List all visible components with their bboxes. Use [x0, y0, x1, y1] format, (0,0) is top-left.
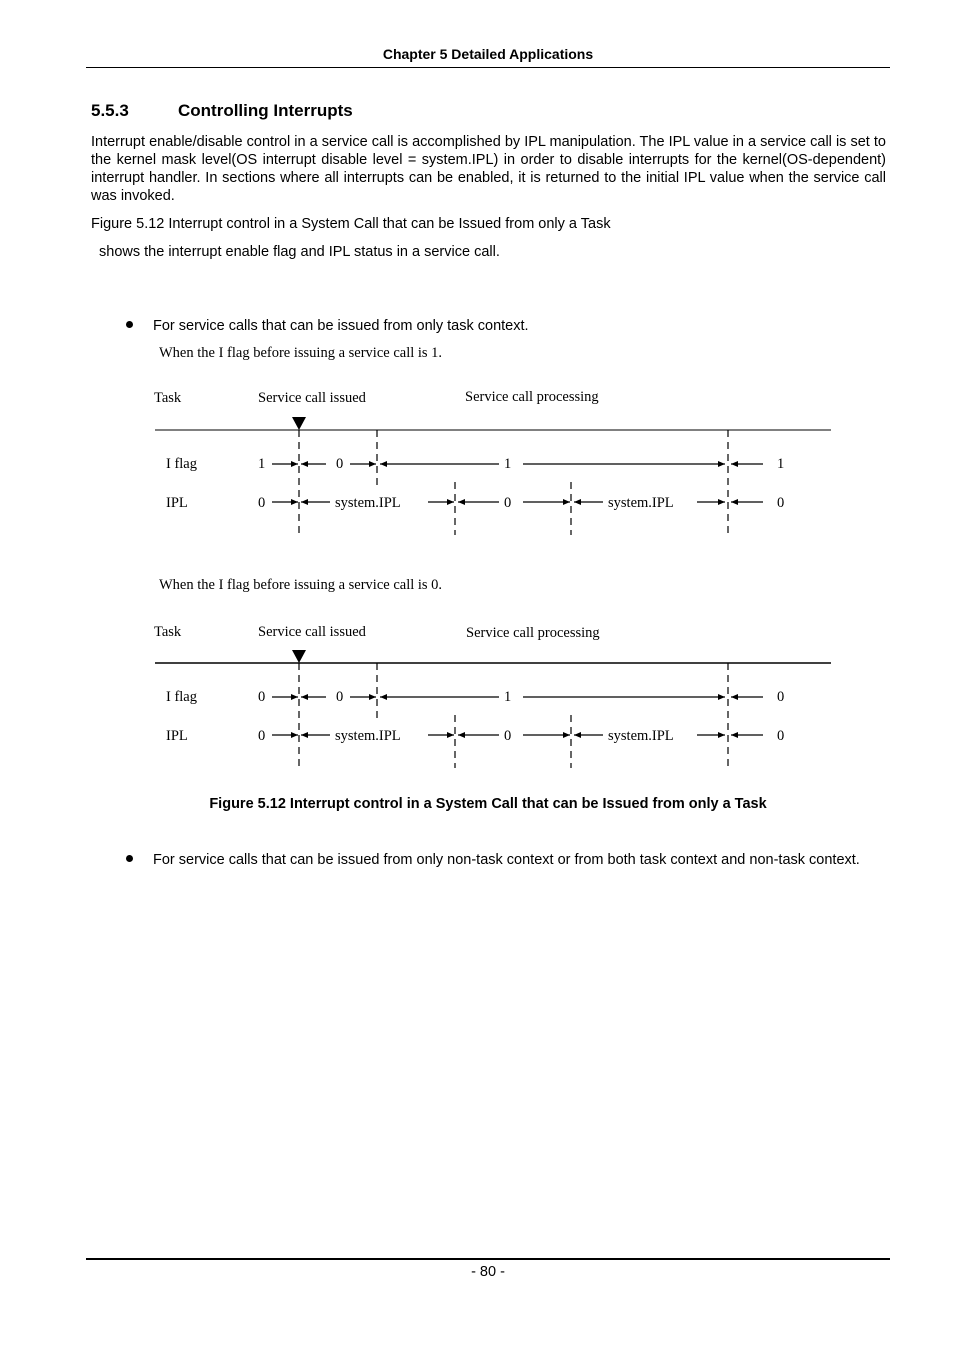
- ipl-value: 0: [777, 728, 785, 744]
- iflag-value: 1: [258, 456, 266, 472]
- task-label: Task: [154, 390, 182, 406]
- iflag-row-label: I flag: [166, 689, 197, 705]
- diagram-condition: When the I flag before issuing a service call is 0.: [159, 577, 443, 593]
- service-call-issued-label: Service call issued: [258, 390, 366, 406]
- iflag-value: 0: [777, 689, 785, 705]
- ipl-value: system.IPL: [335, 728, 401, 744]
- ipl-value: 0: [504, 728, 512, 744]
- ipl-row-label: IPL: [166, 495, 188, 511]
- ipl-value: 0: [258, 728, 266, 744]
- figure-reference-line1: Figure 5.12 Interrupt control in a System Call that can be Issued from only a Task: [91, 216, 611, 232]
- timing-diagram-iflag-1: [140, 340, 840, 540]
- bullet-item-task-context: For service calls that can be issued from only task context.: [153, 318, 529, 334]
- iflag-value: 0: [336, 456, 344, 472]
- diagram-condition: When the I flag before issuing a service call is 1.: [159, 345, 443, 361]
- figure-reference-line2: shows the interrupt enable flag and IPL status in a service call.: [99, 244, 500, 260]
- header-rule: [86, 67, 890, 68]
- service-call-issued-label: Service call issued: [258, 624, 366, 640]
- phase-dividers: [299, 663, 728, 768]
- bullet-icon: [126, 855, 133, 862]
- ipl-value: 0: [258, 495, 266, 511]
- page-header-title: Chapter 5 Detailed Applications: [382, 46, 594, 62]
- ipl-row-label: IPL: [166, 728, 188, 744]
- phase-dividers: [299, 430, 728, 535]
- iflag-value: 0: [336, 689, 344, 705]
- ipl-value: system.IPL: [335, 495, 401, 511]
- bullet-item-non-task-context: For service calls that can be issued from only non-task context or from both task context and non-task context.: [153, 852, 860, 868]
- iflag-value: 1: [777, 456, 785, 472]
- service-call-processing-label: Service call processing: [466, 625, 600, 641]
- iflag-value: 0: [258, 689, 266, 705]
- ipl-value: system.IPL: [608, 728, 674, 744]
- iflag-row-label: I flag: [166, 456, 197, 472]
- section-paragraph: Interrupt enable/disable control in a service call is accomplished by IPL manipulation. The IPL value in a service call is set to the kernel mask level(OS interrupt disable level = system.IPL) in order to disable interrupts for the kernel(OS-dependent) interrupt handler. In sections where all interrupts can be enabled, it is returned to the initial IPL value when the service call was invoked.: [91, 134, 886, 204]
- section-number: 5.5.3: [91, 101, 129, 120]
- task-label: Task: [154, 624, 182, 640]
- issue-marker-icon: [292, 650, 306, 663]
- service-call-processing-label: Service call processing: [465, 389, 599, 405]
- section-title: Controlling Interrupts: [178, 101, 353, 120]
- ipl-value: 0: [504, 495, 512, 511]
- issue-marker-icon: [292, 417, 306, 430]
- figure-caption: Figure 5.12 Interrupt control in a System Call that can be Issued from only a Task: [209, 796, 767, 812]
- footer-rule: [86, 1258, 890, 1260]
- bullet-icon: [126, 321, 133, 328]
- timing-diagram-iflag-0: [140, 573, 840, 773]
- ipl-value: 0: [777, 495, 785, 511]
- ipl-value: system.IPL: [608, 495, 674, 511]
- iflag-value: 1: [504, 689, 512, 705]
- iflag-value: 1: [504, 456, 512, 472]
- page-number: - 80 -: [471, 1264, 505, 1280]
